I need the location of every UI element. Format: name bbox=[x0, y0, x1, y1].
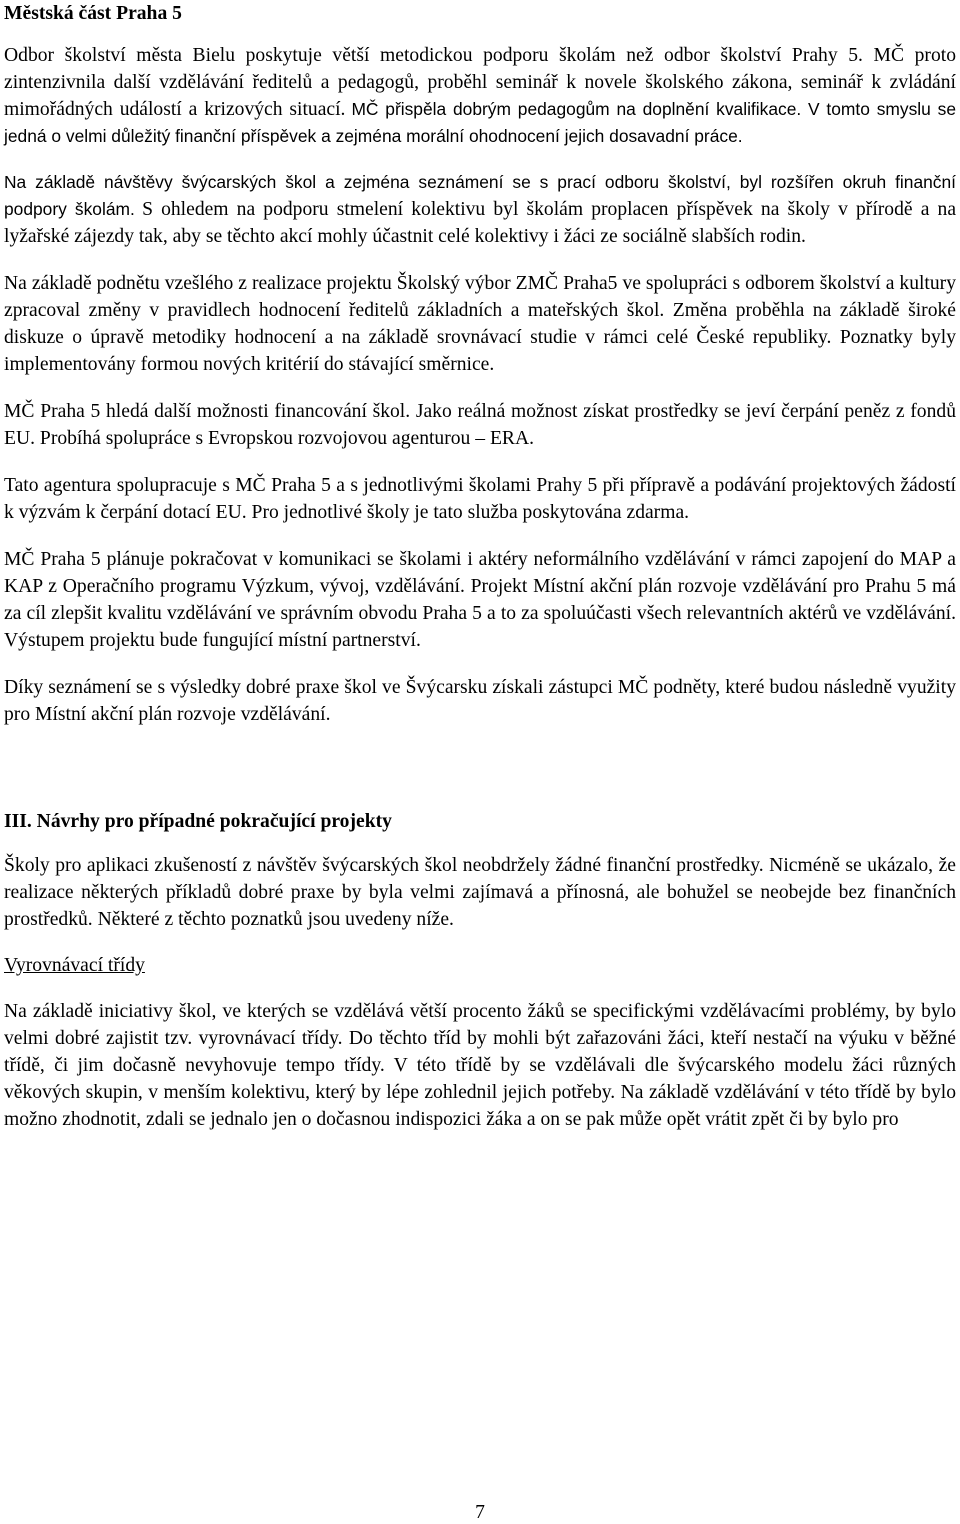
paragraph-agentura: Tato agentura spolupracuje s MČ Praha 5 a s jednotlivými školami Prahy 5 při přípravě a podávání projektových žádostí k výzvám k čerpání dotací EU. Pro jednotlivé školy je tato služba poskytována zdarma. bbox=[4, 475, 956, 523]
page-number: 7 bbox=[475, 1502, 485, 1523]
paragraph-skolsky-vybor: Na základě podnětu vzešlého z realizace projektu Školský výbor ZMČ Praha5 ve spolupráci s odborem školství a kultury zpracoval změny v pravidlech hodnocení ředitelů základních a mateřských škol. Změna proběhla na základě široké diskuze o úpravě metodiky hodnocení a na základě srovnávací studie v rámci celé České republiky. Poznatky byly implementovány formou nových kritérií do stávající směrnice. bbox=[4, 273, 956, 375]
paragraph-odbor-skolstvi bbox=[4, 42, 956, 150]
paragraph-navrhy: Školy pro aplikaci zkušeností z návštěv švýcarských škol neobdržely žádné finanční prostředky. Nicméně se ukázalo, že realizace některých příkladů dobré praxe by byla velmi zajímavá a přínosná, ale bohužel se neobejde bez finančních prostředků. Některé z těchto poznatků jsou uvedeny níže. bbox=[4, 855, 956, 930]
paragraph-dobra-praxe: Díky seznámení se s výsledky dobré praxe škol ve Švýcarsku získali zástupci MČ podněty, které budou následně využity pro Místní akční plán rozvoje vzdělávání. bbox=[4, 677, 956, 725]
paragraph-text-sans: MČ přispěla dobrým pedagogům na doplnění kvalifikace. V tomto smyslu se jedná o velmi důležitý finanční příspěvek a zejména morální ohodnocení jejich dosavadní práce. bbox=[4, 99, 956, 146]
section-heading: Městská část Praha 5 bbox=[4, 3, 182, 24]
subheading-vyrovnavaci-tridy: Vyrovnávací třídy bbox=[4, 955, 145, 976]
paragraph-text-serif: Na základě iniciativy škol, ve kterých se vzdělává větší procento žáků se specifickými vzdělávacími problémy, by bylo velmi dobré zajistit tzv. vyrovnávací třídy. Do těchto tříd by mohli být zařazováni žáci, kteří nestačí na výuku v běžné třídě, či jim dočasně nevyhovuje tempo třídy. V této třídě by se vzdělávali dle švýcarského modelu žáci různých věkových skupin, v menším kolektivu, který by lépe zohlednil jejich potřeby. Na základě vzdělávání v této třídě by bylo možno zhodnotit, zdali se jednalo jen o dočasnou indispozici žáka a on se pak může opět vrátit zpět či by bylo pro bbox=[4, 1001, 956, 1130]
paragraph-financovani: MČ Praha 5 hledá další možnosti financování škol. Jako reálná možnost získat prostředky se jeví čerpání peněz z fondů EU. Probíhá spolupráce s Evropskou rozvojovou agenturou – ERA. bbox=[4, 401, 956, 449]
paragraph-text-serif: S ohledem na podporu stmelení kolektivu byl školám proplacen příspěvek na školy v přírodě a na lyžařské zájezdy tak, aby se těchto akcí mohly účastnit celé kolektivy i žáci ze sociálně slabších rodin. bbox=[4, 199, 957, 247]
chapter-heading: III. Návrhy pro případné pokračující projekty bbox=[4, 811, 392, 832]
document-page bbox=[4, 0, 956, 1133]
paragraph-navsteva-skol bbox=[4, 169, 956, 250]
paragraph-vyrovnavaci-tridy bbox=[4, 998, 956, 1133]
paragraph-text-serif: Odbor školství města Bielu poskytuje větší metodickou podporu školám než odbor školství Prahy 5. MČ proto zintenzivnila další vzdělávání ředitelů a pedagogů, proběhl seminář k novele školského zákona, seminář k zvládání mimořádných událostí a krizových situací. bbox=[4, 45, 956, 120]
paragraph-text-sans: Na základě návštěvy švýcarských škol a zejména seznámení se s prací odboru školství, byl rozšířen okruh finanční podpory školám. bbox=[4, 172, 956, 219]
paragraph-map-kap: MČ Praha 5 plánuje pokračovat v komunikaci se školami i aktéry neformálního vzdělávání v rámci zapojení do MAP a KAP z Operačního programu Výzkum, vývoj, vzdělávání. Projekt Místní akční plán rozvoje vzdělávání pro Prahu 5 má za cíl zlepšit kvalitu vzdělávání ve správním obvodu Praha 5 a to za spoluúčasti všech relevantních aktérů ve vzdělávání. Výstupem projektu bude fungující místní partnerství. bbox=[4, 549, 956, 651]
